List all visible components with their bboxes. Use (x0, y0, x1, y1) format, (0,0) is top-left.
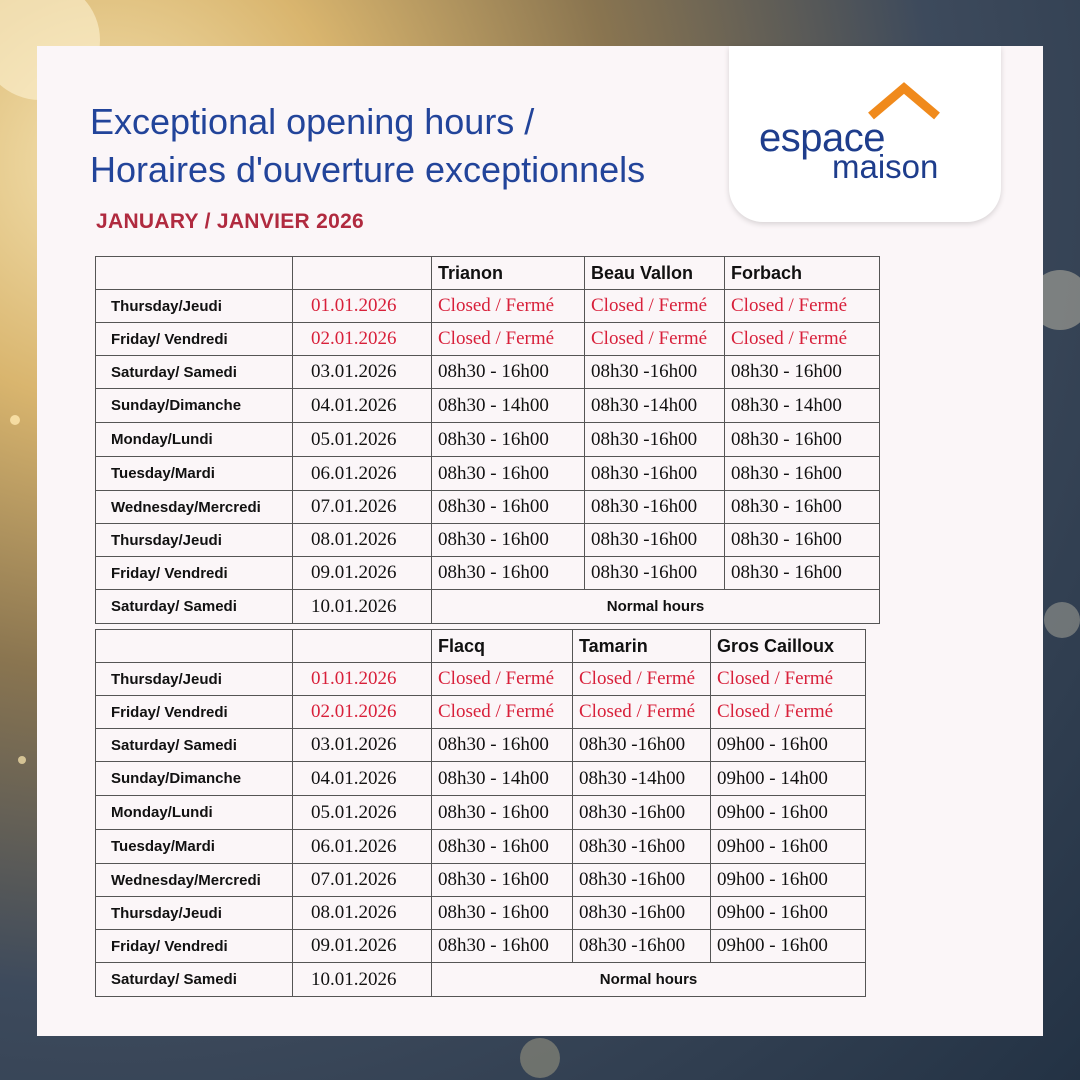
date-cell: 02.01.2026 (293, 323, 432, 356)
hours-cell: 08h30 - 16h00 (432, 830, 573, 864)
table-row (96, 290, 880, 323)
day-name-cell: Saturday/ Samedi (96, 963, 293, 997)
table-row (96, 590, 880, 624)
hours-cell: 08h30 -16h00 (573, 864, 711, 897)
hours-cell: Closed / Fermé (711, 696, 866, 729)
hours-cell: 08h30 -16h00 (585, 457, 725, 491)
hours-cell: 08h30 - 16h00 (725, 557, 880, 590)
hours-cell: 08h30 - 16h00 (432, 557, 585, 590)
hours-cell: 08h30 - 16h00 (725, 356, 880, 389)
date-cell: 03.01.2026 (293, 356, 432, 389)
day-name-cell: Thursday/Jeudi (96, 290, 293, 323)
day-name-cell: Monday/Lundi (96, 423, 293, 457)
table-row (96, 696, 866, 729)
hours-cell: 09h00 - 14h00 (711, 762, 866, 796)
hours-cell: 08h30 -14h00 (573, 762, 711, 796)
date-cell: 04.01.2026 (293, 762, 432, 796)
table-row (96, 457, 880, 491)
hours-cell: 09h00 - 16h00 (711, 930, 866, 963)
empty-header-cell (293, 257, 432, 290)
table-row (96, 356, 880, 389)
hours-cell: 09h00 - 16h00 (711, 796, 866, 830)
hours-cell: 08h30 -16h00 (585, 423, 725, 457)
hours-cell: 08h30 - 14h00 (432, 762, 573, 796)
hours-cell: 09h00 - 16h00 (711, 830, 866, 864)
day-name-cell: Friday/ Vendredi (96, 323, 293, 356)
table-row (96, 323, 880, 356)
hours-cell: 09h00 - 16h00 (711, 897, 866, 930)
store-name-header: Trianon (432, 257, 585, 290)
day-name-cell: Sunday/Dimanche (96, 389, 293, 423)
date-cell: 05.01.2026 (293, 423, 432, 457)
hours-cell: Closed / Fermé (573, 696, 711, 729)
date-cell: 07.01.2026 (293, 491, 432, 524)
logo-card (729, 46, 1001, 222)
day-name-cell: Saturday/ Samedi (96, 729, 293, 762)
date-cell: 01.01.2026 (293, 290, 432, 323)
month-heading: JANUARY / JANVIER 2026 (96, 210, 365, 233)
hours-cell: Closed / Fermé (432, 323, 585, 356)
empty-header-cell (96, 630, 293, 663)
hours-cell: 08h30 - 16h00 (432, 423, 585, 457)
date-cell: 08.01.2026 (293, 897, 432, 930)
hours-cell: 08h30 - 16h00 (725, 457, 880, 491)
store-name-header: Forbach (725, 257, 880, 290)
hours-cell: 08h30 -16h00 (573, 729, 711, 762)
hours-cell: 08h30 -16h00 (585, 491, 725, 524)
table-row (96, 423, 880, 457)
table-row (96, 897, 866, 930)
hours-cell: 08h30 - 14h00 (432, 389, 585, 423)
store-name-header: Gros Cailloux (711, 630, 866, 663)
hours-cell: 08h30 - 16h00 (725, 524, 880, 557)
hours-cell: 08h30 -16h00 (585, 557, 725, 590)
hours-cell: 09h00 - 16h00 (711, 729, 866, 762)
hours-cell: 08h30 -16h00 (573, 930, 711, 963)
table-header-row (96, 257, 880, 290)
logo-text-maison: maison (832, 148, 939, 185)
date-cell: 06.01.2026 (293, 457, 432, 491)
hours-cell: 08h30 - 16h00 (432, 457, 585, 491)
date-cell: 10.01.2026 (293, 590, 432, 624)
hours-cell: 08h30 -16h00 (573, 830, 711, 864)
day-name-cell: Friday/ Vendredi (96, 557, 293, 590)
hours-cell: 08h30 - 16h00 (725, 491, 880, 524)
empty-header-cell (96, 257, 293, 290)
house-roof-icon (867, 82, 941, 120)
store-name-header: Tamarin (573, 630, 711, 663)
date-cell: 01.01.2026 (293, 663, 432, 696)
table-header-row (96, 630, 866, 663)
date-cell: 09.01.2026 (293, 557, 432, 590)
hours-cell: 08h30 - 16h00 (432, 796, 573, 830)
hours-cell: 08h30 - 16h00 (432, 930, 573, 963)
hours-cell: Closed / Fermé (725, 290, 880, 323)
table-row (96, 729, 866, 762)
empty-header-cell (293, 630, 432, 663)
date-cell: 02.01.2026 (293, 696, 432, 729)
hours-cell: 08h30 -16h00 (573, 897, 711, 930)
hours-cell: 08h30 -16h00 (573, 796, 711, 830)
hours-cell: Closed / Fermé (725, 323, 880, 356)
normal-hours-note: Normal hours (432, 963, 866, 997)
hours-cell: 08h30 - 14h00 (725, 389, 880, 423)
table-row (96, 796, 866, 830)
logo-text-espace: espace (759, 116, 885, 160)
table-row (96, 491, 880, 524)
hours-cell: 08h30 -16h00 (585, 524, 725, 557)
hours-cell: 08h30 - 16h00 (432, 356, 585, 389)
title-french: Horaires d'ouverture exceptionnels (90, 149, 646, 190)
date-cell: 07.01.2026 (293, 864, 432, 897)
day-name-cell: Saturday/ Samedi (96, 590, 293, 624)
day-name-cell: Wednesday/Mercredi (96, 864, 293, 897)
date-cell: 08.01.2026 (293, 524, 432, 557)
day-name-cell: Saturday/ Samedi (96, 356, 293, 389)
table-row (96, 762, 866, 796)
hours-cell: 08h30 - 16h00 (725, 423, 880, 457)
hours-cell: Closed / Fermé (585, 290, 725, 323)
hours-cell: Closed / Fermé (432, 663, 573, 696)
day-name-cell: Thursday/Jeudi (96, 524, 293, 557)
table-row (96, 557, 880, 590)
normal-hours-note: Normal hours (432, 590, 880, 624)
date-cell: 04.01.2026 (293, 389, 432, 423)
table-row (96, 663, 866, 696)
table-row (96, 389, 880, 423)
day-name-cell: Sunday/Dimanche (96, 762, 293, 796)
day-name-cell: Monday/Lundi (96, 796, 293, 830)
hours-cell: 09h00 - 16h00 (711, 864, 866, 897)
day-name-cell: Friday/ Vendredi (96, 930, 293, 963)
day-name-cell: Thursday/Jeudi (96, 897, 293, 930)
table-row (96, 830, 866, 864)
hours-table-2 (95, 629, 866, 997)
store-name-header: Beau Vallon (585, 257, 725, 290)
table-row (96, 930, 866, 963)
hours-cell: Closed / Fermé (573, 663, 711, 696)
store-name-header: Flacq (432, 630, 573, 663)
day-name-cell: Tuesday/Mardi (96, 457, 293, 491)
date-cell: 05.01.2026 (293, 796, 432, 830)
hours-cell: Closed / Fermé (711, 663, 866, 696)
table-row (96, 524, 880, 557)
table-row (96, 864, 866, 897)
hours-cell: Closed / Fermé (432, 290, 585, 323)
table-row (96, 963, 866, 997)
day-name-cell: Tuesday/Mardi (96, 830, 293, 864)
hours-cell: 08h30 - 16h00 (432, 524, 585, 557)
hours-cell: 08h30 -16h00 (585, 356, 725, 389)
hours-cell: 08h30 - 16h00 (432, 897, 573, 930)
hours-cell: 08h30 -14h00 (585, 389, 725, 423)
hours-table-1 (95, 256, 880, 624)
hours-cell: Closed / Fermé (432, 696, 573, 729)
date-cell: 10.01.2026 (293, 963, 432, 997)
date-cell: 06.01.2026 (293, 830, 432, 864)
day-name-cell: Thursday/Jeudi (96, 663, 293, 696)
hours-cell: 08h30 - 16h00 (432, 491, 585, 524)
date-cell: 09.01.2026 (293, 930, 432, 963)
title-english: Exceptional opening hours / (90, 101, 535, 142)
day-name-cell: Wednesday/Mercredi (96, 491, 293, 524)
date-cell: 03.01.2026 (293, 729, 432, 762)
page-title (90, 98, 645, 194)
hours-cell: 08h30 - 16h00 (432, 729, 573, 762)
hours-cell: Closed / Fermé (585, 323, 725, 356)
hours-cell: 08h30 - 16h00 (432, 864, 573, 897)
day-name-cell: Friday/ Vendredi (96, 696, 293, 729)
